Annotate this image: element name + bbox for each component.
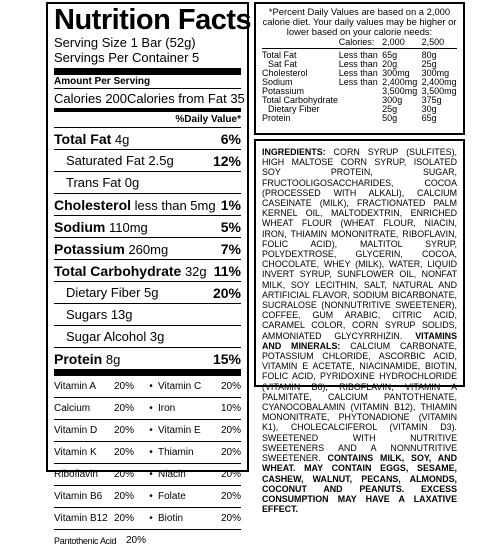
nutrient-amount: 32g (184, 263, 207, 279)
calories (54, 89, 127, 108)
nutrient-name: Saturated Fat (66, 153, 145, 168)
divider-thick (54, 68, 241, 75)
daily-values-row: Total Fat Less than 65g 80g (262, 50, 437, 60)
nutrient-amount: 2.5g (148, 153, 174, 168)
vitamin-row: Vitamin D 20% • Vitamin E 20% (54, 419, 241, 441)
nutrient-row-sugars (54, 303, 241, 325)
allergen-statement: CONTAINS MILK, SOY, AND WHEAT. MAY CONTAIN EGGS, SESAME, CASHEW, WALNUT, PECANS, ALMONDS, COCONUT AND PEANUTS. EXCESS CONSUMPTION MAY HAVE A LAXATIVE EFFECT. (262, 453, 457, 515)
nutrient-amount: 4g (114, 131, 130, 147)
nutrient-row-trans-fat (54, 171, 241, 193)
serving-size: Serving Size 1 Bar (52g) (54, 35, 196, 50)
daily-values-row: Potassium 3,500mg 3,500mg (262, 86, 457, 96)
daily-values-panel (254, 2, 465, 135)
nutrient-amount: 8g (105, 351, 121, 367)
daily-values-row: Sodium Less than 2,400mg 2,400mg (262, 77, 457, 87)
nutrient-row-cholesterol (54, 193, 241, 215)
nutrient-pct: 1% (220, 196, 241, 213)
nutrient-row-sodium (54, 215, 241, 237)
nutrient-amount: 5g (144, 285, 159, 300)
nutrient-pct: 20% (212, 284, 241, 301)
nutrient-name: Sodium (54, 218, 106, 235)
nutrient-pct: 11% (213, 262, 241, 279)
nutrient-pct: 15% (212, 350, 241, 367)
vitamin-row-pantothenic: Pantothenic Acid 20% (54, 529, 241, 551)
nutrient-name: Dietary Fiber (66, 285, 141, 300)
nutrient-row-potassium (54, 237, 241, 259)
vitamin-row: Vitamin K 20% • Thiamin 20% (54, 441, 241, 463)
nutrient-pct: 12% (212, 152, 241, 169)
nutrient-row-protein (54, 347, 241, 369)
panel-title: Nutrition Facts (54, 4, 252, 36)
ingredients-label: INGREDIENTS: (262, 147, 326, 157)
nutrient-pct: 5% (220, 218, 241, 235)
daily-values-row: Sat Fat Less than 20g 25g (268, 59, 437, 69)
amount-per-serving: Amount Per Serving (54, 76, 151, 87)
nutrient-amount: 110mg (108, 219, 148, 235)
nutrient-row-dietary-fiber (54, 281, 241, 303)
nutrient-row-sugar-alcohol (54, 325, 241, 347)
vitamins-minerals-label: VITAMINS AND MINERALS: (262, 330, 457, 351)
nutrient-amount: 13g (110, 307, 133, 322)
daily-values-row: Total Carbohydrate 300g 375g (262, 95, 442, 105)
divider-thick (54, 369, 241, 376)
vitamin-row: Vitamin B6 20% • Folate 20% (54, 485, 241, 507)
nutrient-amount: 0g (124, 175, 140, 190)
calories-label: Calories (54, 91, 102, 106)
nutrient-pct: 6% (220, 130, 241, 147)
nutrient-name: Trans Fat (66, 175, 122, 190)
nutrient-pct: 7% (220, 240, 241, 257)
servings-per-container: Servings Per Container 5 (54, 50, 200, 65)
daily-values-note: *Percent Daily Values are based on a 2,000 calorie diet. Your daily values may be higher or lower based on your calorie needs: (262, 6, 457, 37)
nutrient-name: Total Carbohydrate (54, 262, 182, 279)
calories-row (54, 89, 245, 108)
nutrient-name: Potassium (54, 240, 125, 257)
vitamin-row: Calcium 20% • Iron 10% (54, 397, 241, 419)
daily-value-header: %Daily Value* (175, 114, 241, 125)
nutrient-amount: less than 5mg (134, 197, 216, 213)
nutrient-amount: 260mg (128, 241, 169, 257)
vitamins-table (54, 376, 241, 551)
nutrient-name: Protein (54, 350, 103, 367)
ingredients-text (262, 147, 457, 514)
calories-value: 200 (105, 91, 128, 106)
daily-values-row: Protein 50g 65g (262, 113, 437, 123)
nutrient-row-total-carbohydrate (54, 259, 241, 281)
ingredients-list: CORN SYRUP (SULFITES), HIGH MALTOSE CORN SYRUP, ISOLATED SOY PROTEIN, SUGAR, FRUCTOOLIGOSACCHARIDES, COCOA (PROCESSED WITH ALKALI), CALCIUM CASEINATE (MILK), FRACTIONATED PALM KERNEL OIL, MALTODEXTRIN, ENRICHED WHEAT FLOUR (WHEAT FLOUR, NIACIN, IRON, THIAMIN MONONITRATE, RIBOFLAVIN, FOLIC ACID), MALTITOL SYRUP, POLYDEXTROSE, GLYCERIN, COCOA, CHOCOLATE, WHEY (MILK), WATER, LIQUID INVERT SYRUP, SUNFLOWER OIL, NONFAT MILK, SOY LECITHIN, SALT, NATURAL AND ARTIFICIAL FLAVOR, SODIUM BICARBONATE, SUCRALOSE (NONNUTRITIVE SWEETENER), COFFEE, GUM ARABIC, CITRIC ACID, CARAMEL COLOR, CORN SYRUP SOLIDS, AMMONIATED GLYCYRRHIZIN. (262, 147, 457, 341)
vitamins-minerals-list: CALCIUM CARBONATE, POTASSIUM CHLORIDE, ASCORBIC ACID, VITAMIN E ACETATE, NIACINAMIDE, BIOTIN, FOLIC ACID, PYRIDOXINE HYDROCHLORIDE (VITAMIN B6), RIBOFLAVIN, VITAMIN A PALMITATE, CALCIUM PANTOTHENATE, CYANOCOBALAMIN (VITAMIN B12), THIAMIN MONONITRATE, PHYTONADIONE (VITAMIN K1), CHOLECALCIFEROL (VITAMIN D3). SWEETENED WITH NUTRITIVE SWEETENERS AND A NONNUTRITIVE SWEETENER. (262, 340, 457, 464)
nutrition-facts-panel (46, 2, 252, 546)
daily-values-row: Dietary Fiber 25g 30g (268, 104, 437, 114)
nutrient-name: Total Fat (54, 130, 112, 147)
vitamin-row: Riboflavin 20% • Niacin 20% (54, 463, 241, 485)
ingredients-panel (254, 139, 465, 515)
nutrient-name: Sugar Alcohol (66, 329, 147, 344)
vitamin-row: Vitamin A 20% • Vitamin C 20% (54, 381, 241, 392)
calories-from-fat: Calories from Fat 35 (127, 91, 245, 106)
nutrient-row-saturated-fat (54, 149, 241, 171)
daily-values-row: Cholesterol Less than 300mg 300mg (262, 68, 450, 78)
vitamin-row: Vitamin B12 20% • Biotin 20% (54, 507, 241, 529)
daily-values-header-row: Calories: 2,000 2,500 (262, 38, 457, 49)
nutrient-name: Sugars (66, 307, 108, 322)
nutrient-name: Cholesterol (54, 196, 132, 213)
nutrient-amount: 3g (149, 329, 165, 344)
nutrient-row-total-fat (54, 127, 241, 149)
daily-values-table (262, 38, 457, 123)
